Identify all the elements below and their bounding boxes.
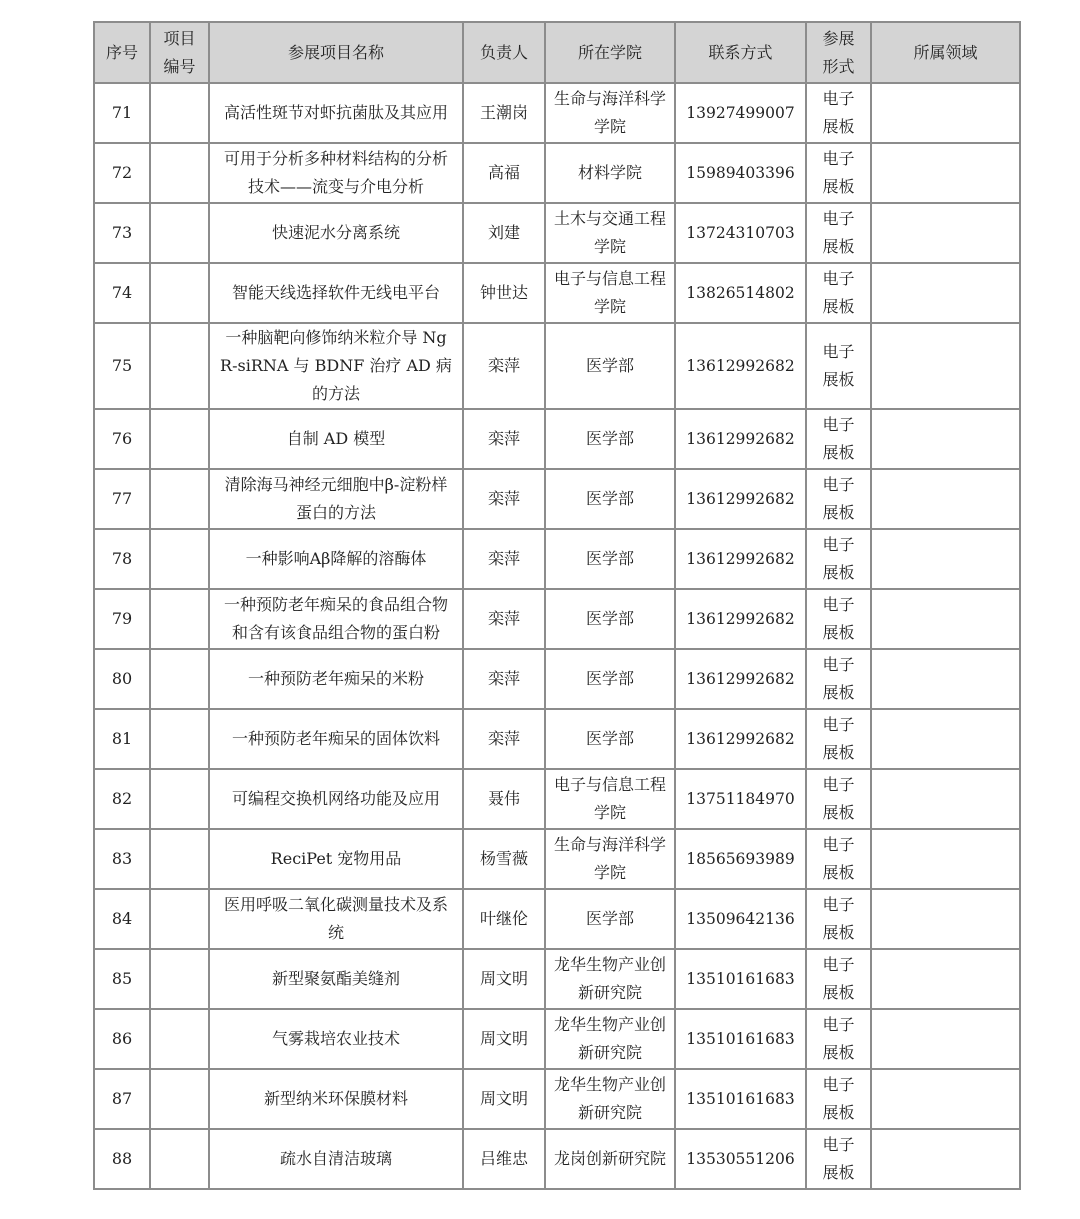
cell-field <box>871 469 1020 529</box>
cell-form: 电子展板 <box>806 203 871 263</box>
cell-form: 电子展板 <box>806 949 871 1009</box>
cell-form: 电子展板 <box>806 263 871 323</box>
table-row <box>94 769 1020 829</box>
cell-no: 77 <box>94 469 150 529</box>
cell-field <box>871 1129 1020 1189</box>
cell-leader: 王潮岗 <box>463 83 545 143</box>
cell-code <box>150 469 209 529</box>
cell-leader: 吕维忠 <box>463 1129 545 1189</box>
table-row <box>94 83 1020 143</box>
cell-code <box>150 83 209 143</box>
exhibit-project-table <box>93 21 1021 1190</box>
cell-form: 电子展板 <box>806 769 871 829</box>
cell-phone: 13612992682 <box>675 529 806 589</box>
cell-phone: 13509642136 <box>675 889 806 949</box>
cell-phone: 13751184970 <box>675 769 806 829</box>
cell-project-name: 一种影响Aβ降解的溶酶体 <box>209 529 463 589</box>
cell-form: 电子展板 <box>806 469 871 529</box>
header-college: 所在学院 <box>545 22 675 83</box>
cell-project-name: 智能天线选择软件无线电平台 <box>209 263 463 323</box>
cell-college: 电子与信息工程学院 <box>545 263 675 323</box>
cell-leader: 刘建 <box>463 203 545 263</box>
header-name: 参展项目名称 <box>209 22 463 83</box>
table-row <box>94 323 1020 409</box>
cell-no: 71 <box>94 83 150 143</box>
cell-no: 86 <box>94 1009 150 1069</box>
table-header-row <box>94 22 1020 83</box>
cell-form: 电子展板 <box>806 1009 871 1069</box>
table-row <box>94 1009 1020 1069</box>
cell-field <box>871 1009 1020 1069</box>
cell-college: 医学部 <box>545 409 675 469</box>
cell-form: 电子展板 <box>806 829 871 889</box>
table-row <box>94 529 1020 589</box>
cell-project-name: 高活性斑节对虾抗菌肽及其应用 <box>209 83 463 143</box>
cell-form: 电子展板 <box>806 529 871 589</box>
cell-college: 医学部 <box>545 469 675 529</box>
cell-college: 生命与海洋科学学院 <box>545 83 675 143</box>
cell-code <box>150 589 209 649</box>
cell-no: 80 <box>94 649 150 709</box>
cell-form: 电子展板 <box>806 709 871 769</box>
table-row <box>94 263 1020 323</box>
cell-form: 电子展板 <box>806 649 871 709</box>
cell-phone: 13510161683 <box>675 949 806 1009</box>
cell-leader: 栾萍 <box>463 529 545 589</box>
table-row <box>94 589 1020 649</box>
cell-college: 龙华生物产业创新研究院 <box>545 1009 675 1069</box>
cell-phone: 13612992682 <box>675 589 806 649</box>
table-body <box>94 83 1020 1189</box>
cell-leader: 栾萍 <box>463 409 545 469</box>
cell-college: 生命与海洋科学学院 <box>545 829 675 889</box>
cell-college: 土木与交通工程学院 <box>545 203 675 263</box>
header-phone: 联系方式 <box>675 22 806 83</box>
cell-project-name: 一种预防老年痴呆的食品组合物和含有该食品组合物的蛋白粉 <box>209 589 463 649</box>
cell-form: 电子展板 <box>806 409 871 469</box>
cell-code <box>150 323 209 409</box>
cell-phone: 13510161683 <box>675 1069 806 1129</box>
cell-phone: 13927499007 <box>675 83 806 143</box>
cell-college: 医学部 <box>545 709 675 769</box>
cell-project-name: 可用于分析多种材料结构的分析技术——流变与介电分析 <box>209 143 463 203</box>
cell-phone: 13612992682 <box>675 409 806 469</box>
cell-project-name: 快速泥水分离系统 <box>209 203 463 263</box>
cell-no: 88 <box>94 1129 150 1189</box>
cell-project-name: 一种预防老年痴呆的固体饮料 <box>209 709 463 769</box>
cell-code <box>150 529 209 589</box>
cell-project-name: 可编程交换机网络功能及应用 <box>209 769 463 829</box>
cell-no: 73 <box>94 203 150 263</box>
cell-form: 电子展板 <box>806 1069 871 1129</box>
cell-college: 医学部 <box>545 889 675 949</box>
cell-leader: 栾萍 <box>463 469 545 529</box>
cell-phone: 13826514802 <box>675 263 806 323</box>
header-form: 参展形式 <box>806 22 871 83</box>
table-row <box>94 709 1020 769</box>
cell-form: 电子展板 <box>806 323 871 409</box>
header-leader: 负责人 <box>463 22 545 83</box>
cell-phone: 13612992682 <box>675 649 806 709</box>
cell-field <box>871 1069 1020 1129</box>
cell-phone: 15989403396 <box>675 143 806 203</box>
cell-field <box>871 529 1020 589</box>
cell-project-name: 疏水自清洁玻璃 <box>209 1129 463 1189</box>
cell-no: 75 <box>94 323 150 409</box>
header-field: 所属领域 <box>871 22 1020 83</box>
cell-field <box>871 769 1020 829</box>
cell-code <box>150 649 209 709</box>
cell-form: 电子展板 <box>806 143 871 203</box>
cell-college: 电子与信息工程学院 <box>545 769 675 829</box>
cell-project-name: 自制 AD 模型 <box>209 409 463 469</box>
cell-field <box>871 83 1020 143</box>
cell-field <box>871 889 1020 949</box>
cell-project-name: 一种脑靶向修饰纳米粒介导 NgR-siRNA 与 BDNF 治疗 AD 病的方法 <box>209 323 463 409</box>
cell-phone: 13612992682 <box>675 323 806 409</box>
cell-no: 85 <box>94 949 150 1009</box>
cell-college: 医学部 <box>545 323 675 409</box>
cell-field <box>871 323 1020 409</box>
cell-form: 电子展板 <box>806 589 871 649</box>
cell-no: 87 <box>94 1069 150 1129</box>
cell-leader: 叶继伦 <box>463 889 545 949</box>
cell-phone: 13724310703 <box>675 203 806 263</box>
cell-code <box>150 409 209 469</box>
cell-form: 电子展板 <box>806 1129 871 1189</box>
cell-code <box>150 1129 209 1189</box>
cell-field <box>871 203 1020 263</box>
cell-project-name: 一种预防老年痴呆的米粉 <box>209 649 463 709</box>
cell-leader: 栾萍 <box>463 709 545 769</box>
cell-phone: 13612992682 <box>675 469 806 529</box>
table-row <box>94 409 1020 469</box>
cell-code <box>150 263 209 323</box>
cell-phone: 13530551206 <box>675 1129 806 1189</box>
cell-college: 龙华生物产业创新研究院 <box>545 949 675 1009</box>
cell-field <box>871 709 1020 769</box>
cell-phone: 13612992682 <box>675 709 806 769</box>
cell-field <box>871 143 1020 203</box>
cell-code <box>150 949 209 1009</box>
table-row <box>94 649 1020 709</box>
cell-college: 龙华生物产业创新研究院 <box>545 1069 675 1129</box>
cell-field <box>871 263 1020 323</box>
cell-code <box>150 1009 209 1069</box>
cell-college: 龙岗创新研究院 <box>545 1129 675 1189</box>
cell-project-name: 新型聚氨酯美缝剂 <box>209 949 463 1009</box>
cell-no: 76 <box>94 409 150 469</box>
cell-project-name: 新型纳米环保膜材料 <box>209 1069 463 1129</box>
cell-leader: 栾萍 <box>463 323 545 409</box>
cell-no: 72 <box>94 143 150 203</box>
cell-code <box>150 889 209 949</box>
cell-leader: 周文明 <box>463 949 545 1009</box>
cell-code <box>150 1069 209 1129</box>
header-no: 序号 <box>94 22 150 83</box>
cell-field <box>871 829 1020 889</box>
exhibit-table-container <box>93 21 1019 1190</box>
cell-field <box>871 649 1020 709</box>
cell-field <box>871 949 1020 1009</box>
cell-no: 78 <box>94 529 150 589</box>
cell-code <box>150 829 209 889</box>
table-row <box>94 203 1020 263</box>
cell-project-name: 医用呼吸二氧化碳测量技术及系统 <box>209 889 463 949</box>
table-row <box>94 1129 1020 1189</box>
cell-leader: 周文明 <box>463 1069 545 1129</box>
cell-project-name: 气雾栽培农业技术 <box>209 1009 463 1069</box>
cell-code <box>150 143 209 203</box>
cell-leader: 高福 <box>463 143 545 203</box>
table-row <box>94 889 1020 949</box>
cell-code <box>150 769 209 829</box>
cell-leader: 杨雪薇 <box>463 829 545 889</box>
cell-project-name: 清除海马神经元细胞中β-淀粉样蛋白的方法 <box>209 469 463 529</box>
table-row <box>94 949 1020 1009</box>
cell-no: 74 <box>94 263 150 323</box>
cell-field <box>871 409 1020 469</box>
cell-leader: 栾萍 <box>463 589 545 649</box>
cell-no: 81 <box>94 709 150 769</box>
table-row <box>94 143 1020 203</box>
cell-no: 83 <box>94 829 150 889</box>
cell-college: 医学部 <box>545 529 675 589</box>
cell-phone: 18565693989 <box>675 829 806 889</box>
cell-leader: 钟世达 <box>463 263 545 323</box>
table-row <box>94 1069 1020 1129</box>
cell-field <box>871 589 1020 649</box>
cell-code <box>150 203 209 263</box>
cell-leader: 聂伟 <box>463 769 545 829</box>
cell-college: 医学部 <box>545 589 675 649</box>
cell-leader: 周文明 <box>463 1009 545 1069</box>
cell-project-name: ReciPet 宠物用品 <box>209 829 463 889</box>
table-row <box>94 469 1020 529</box>
cell-college: 材料学院 <box>545 143 675 203</box>
cell-no: 84 <box>94 889 150 949</box>
header-code: 项目编号 <box>150 22 209 83</box>
cell-college: 医学部 <box>545 649 675 709</box>
cell-leader: 栾萍 <box>463 649 545 709</box>
cell-phone: 13510161683 <box>675 1009 806 1069</box>
cell-no: 82 <box>94 769 150 829</box>
cell-form: 电子展板 <box>806 83 871 143</box>
cell-form: 电子展板 <box>806 889 871 949</box>
cell-no: 79 <box>94 589 150 649</box>
table-row <box>94 829 1020 889</box>
cell-code <box>150 709 209 769</box>
